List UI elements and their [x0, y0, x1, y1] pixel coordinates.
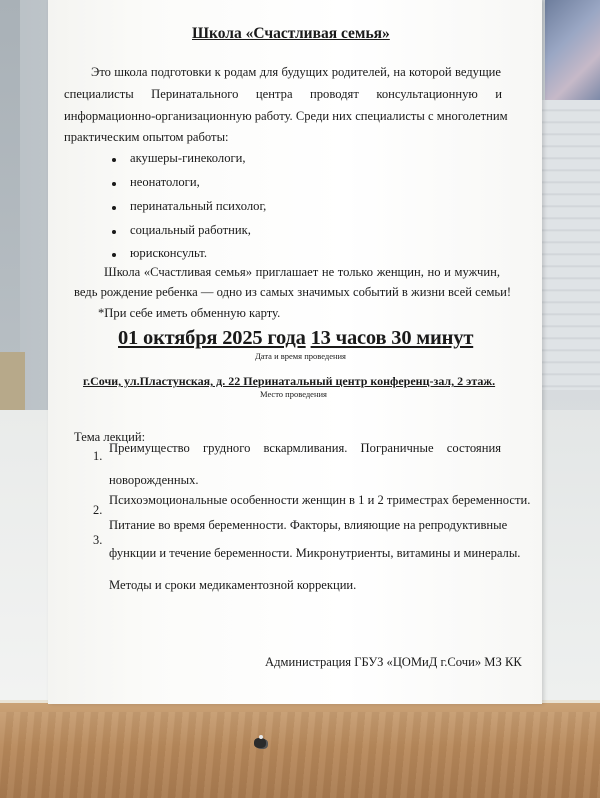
- topic-3-line-1: Питание во время беременности. Факторы, влияющие на репродуктивные: [109, 518, 508, 532]
- wood-grain: [0, 712, 600, 798]
- specialist-item: перинатальный психолог,: [130, 199, 267, 213]
- intro-line-4: практическим опытом работы:: [64, 130, 229, 144]
- bullet-icon: [112, 206, 116, 210]
- event-date: 01 октября 2025 года: [118, 327, 306, 349]
- notice-sheet: [48, 0, 542, 704]
- bullet-icon: [112, 253, 116, 257]
- note-text: *При себе иметь обменную карту.: [98, 306, 281, 320]
- event-time: 13 часов 30 минут: [310, 327, 474, 349]
- intro-line-2: специалисты Перинатального центра проводят консультационную и: [64, 87, 502, 101]
- desk-surface-right: [540, 410, 600, 700]
- notice-title: Школа «Счастливая семья»: [192, 25, 390, 42]
- signature: Администрация ГБУЗ «ЦОМиД г.Сочи» МЗ КК: [265, 655, 522, 669]
- intro-line-3: информационно-организационную работу. Среди них специалисты с многолетним: [64, 109, 508, 123]
- invite-line-2: ведь рождение ребенка — одно из самых значимых событий в жизни всей семьи!: [74, 285, 512, 299]
- pushpin-icon: [254, 738, 266, 748]
- window-blind: [538, 100, 600, 390]
- topic-3-line-2: функции и течение беременности. Микронутриенты, витамины и минералы.: [109, 546, 521, 560]
- datetime-caption: Дата и время проведения: [255, 351, 346, 361]
- topic-number: 1.: [93, 449, 103, 463]
- bullet-icon: [112, 230, 116, 234]
- specialist-item: социальный работник,: [130, 223, 251, 237]
- bullet-icon: [112, 158, 116, 162]
- topics-heading: Тема лекций:: [74, 430, 146, 444]
- left-wall-strip: [0, 0, 20, 360]
- topic-2-line-1: Психоэмоциональные особенности женщин в 1 и 2 триместрах беременности.: [109, 493, 531, 507]
- topic-number: 2.: [93, 503, 103, 517]
- specialist-item: юрисконсульт.: [130, 246, 207, 260]
- bullet-icon: [112, 182, 116, 186]
- pushpin-highlight: [259, 735, 263, 739]
- event-datetime: [118, 327, 473, 350]
- intro-line-1: Это школа подготовки к родам для будущих родителей, на которой ведущие: [91, 65, 501, 79]
- specialist-item: неонатологи,: [130, 175, 200, 189]
- invite-line-1: Школа «Счастливая семья» приглашает не только женщин, но и мужчин,: [104, 265, 500, 279]
- topic-1-line-2: новорожденных.: [109, 473, 199, 487]
- topic-1-line-1: Преимущество грудного вскармливания. Пограничные состояния: [109, 441, 501, 455]
- topic-number: 3.: [93, 533, 103, 547]
- event-place: г.Сочи, ул.Пластунская, д. 22 Перинатальный центр конференц-зал, 2 этаж.: [83, 374, 496, 388]
- topic-3-line-3: Методы и сроки медикаментозной коррекции.: [109, 578, 357, 592]
- place-caption: Место проведения: [260, 389, 327, 399]
- specialist-item: акушеры-гинекологи,: [130, 151, 246, 165]
- framed-photo: [545, 0, 600, 102]
